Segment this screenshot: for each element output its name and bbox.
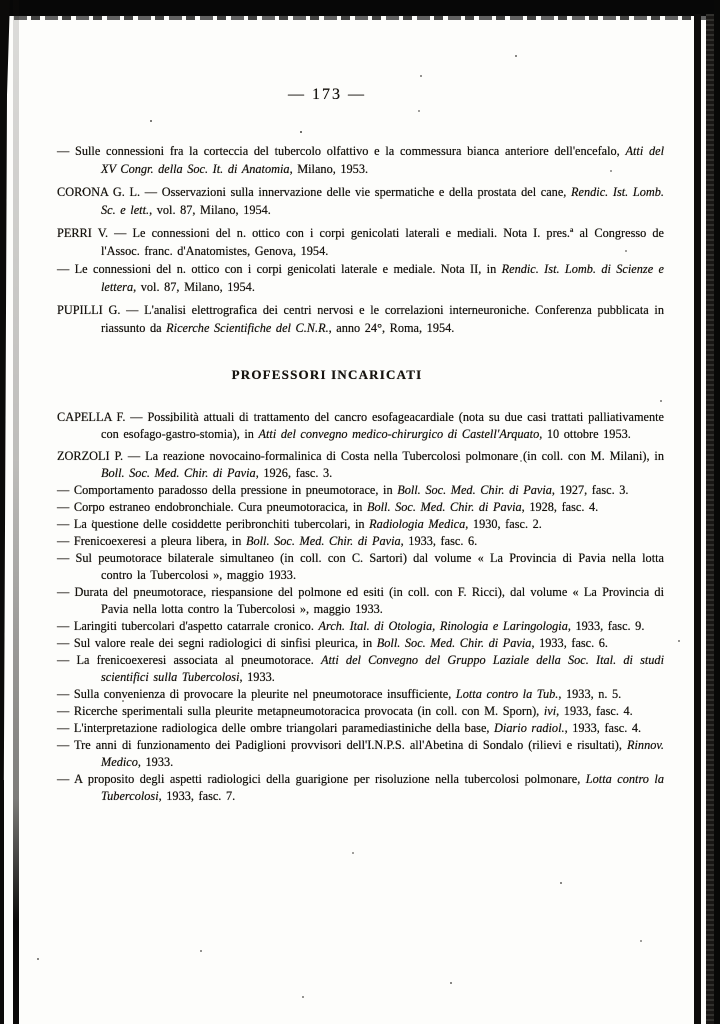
entry-text: , 1933, fasc. 9. bbox=[567, 619, 645, 633]
entry-source-title: Boll. Soc. Med. Chir. di Pavia bbox=[397, 483, 552, 497]
entry-text: — Laringiti tubercolari d'aspetto catarrale cronico. bbox=[57, 619, 319, 633]
bibliography-entry bbox=[57, 720, 664, 737]
entry-text: , 1933, fasc. 4. bbox=[556, 704, 633, 718]
entry-source-title: Radiologia Medica bbox=[369, 517, 466, 531]
entry-text: — Le connessioni del n. ottico con i corpi genicolati laterale e mediale. Nota II, in bbox=[57, 262, 502, 276]
entry-text: — Comportamento paradosso della pressione in pneumotorace, in bbox=[57, 483, 398, 497]
entry-text: , 1933, fasc. 4. bbox=[564, 721, 642, 735]
entry-text: — L'interpretazione radiologica delle ombre triangolari paramediastiniche della base, bbox=[57, 721, 495, 735]
bibliography-entries bbox=[57, 142, 664, 337]
bibliography-entry bbox=[57, 260, 664, 296]
scan-edge-right-stripe-2 bbox=[706, 14, 714, 1024]
scan-edge-left-second bbox=[13, 0, 19, 1024]
entry-text: , 1933, fasc. 7. bbox=[158, 789, 236, 803]
bibliography-entry bbox=[57, 409, 664, 443]
entry-text: — Sul peumotorace bilaterale simultaneo (in coll. con C. Sartori) dal volume « La Provincia di Pavia nella lotta contro la Tubercolosi », maggio 1933. bbox=[57, 551, 664, 582]
bibliography-entry bbox=[57, 686, 664, 703]
bibliography-entry bbox=[57, 142, 664, 178]
entry-source-title: Diario radiol. bbox=[494, 721, 565, 735]
entry-text: — Sulla convenienza di provocare la pleurite nel pneumotorace insufficiente, bbox=[57, 687, 456, 701]
bibliography-entry bbox=[57, 584, 664, 618]
entry-source-title: Atti del convegno medico-chirurgico di Castell'Arquato bbox=[258, 427, 540, 441]
bibliography-entry bbox=[57, 737, 664, 771]
entry-source-title: Rinnov. Medico bbox=[101, 738, 664, 769]
entry-source-title: Boll. Soc. Med. Chir. di Pavia bbox=[366, 500, 522, 514]
bibliography-entry bbox=[57, 771, 664, 805]
entry-text: , 1933, fasc. 6. bbox=[400, 534, 478, 548]
bibliography-entry bbox=[57, 224, 664, 260]
bibliography-entry bbox=[57, 618, 664, 635]
entry-text: , 1933, fasc. 6. bbox=[531, 636, 609, 650]
scan-edge-right-stripe-1 bbox=[694, 14, 701, 1024]
bibliography-entry bbox=[57, 550, 664, 584]
entry-text: — Ricerche sperimentali sulla pleurite metapneumotoracica provocata (in coll. con M. Sporn), bbox=[57, 704, 544, 718]
bibliography-entries bbox=[57, 409, 664, 805]
section-heading: PROFESSORI INCARICATI bbox=[231, 367, 423, 382]
entry-source-title: Boll. Soc. Med. Chir. di Pavia bbox=[101, 466, 256, 480]
bibliography-entry bbox=[57, 533, 664, 550]
bibliography-entry bbox=[57, 448, 664, 482]
scan-edge-top-ragged bbox=[0, 15, 720, 20]
entry-source-title: Arch. Ital. di Otologia, Rinologia e Laringologia bbox=[318, 619, 568, 633]
bibliography-entry bbox=[57, 301, 664, 337]
entry-source-title: Atti del XV Congr. della Soc. It. di Anatomia bbox=[101, 144, 664, 176]
bibliography-section-continued bbox=[57, 142, 664, 337]
entry-text: — Corpo estraneo endobronchiale. Cura pneumotoracica, in bbox=[57, 500, 367, 514]
scan-edge-top bbox=[0, 0, 720, 16]
entry-source-title: Atti del Convegno del Gruppo Laziale della Soc. Ital. di studi scientifici sulla Tubercolosi bbox=[101, 653, 664, 684]
bibliography-entry bbox=[57, 482, 664, 499]
entry-text: — Frenicoexeresi a pleura libera, in bbox=[57, 534, 246, 548]
entry-text: — La frenicoexeresi associata al pneumotorace. bbox=[57, 653, 321, 667]
entry-text: , 1933. bbox=[137, 755, 174, 769]
entry-text: , 10 ottobre 1953. bbox=[539, 427, 631, 441]
entry-source-title: Lotta contro la Tubercolosi bbox=[101, 772, 664, 803]
entry-text: — A proposito degli aspetti radiologici della guarigione per risoluzione nella tubercolosi polmonare, bbox=[57, 772, 586, 786]
entry-text: , 1933. bbox=[239, 670, 275, 684]
scan-edge-left bbox=[0, 0, 10, 790]
entry-text: , vol. 87, Milano, 1954. bbox=[133, 280, 255, 294]
bibliography-entry bbox=[57, 516, 664, 533]
entry-text: , 1930, fasc. 2. bbox=[465, 517, 542, 531]
entry-text: , 1928, fasc. 4. bbox=[521, 500, 599, 514]
bibliography-section-professori-incaricati bbox=[57, 367, 664, 805]
bibliography-entry bbox=[57, 703, 664, 720]
entry-source-title: Lotta contro la Tub. bbox=[455, 687, 559, 701]
scan-edge-right-stripe-3 bbox=[714, 0, 720, 1024]
scan-noise-specks bbox=[0, 0, 2, 2]
entry-source-title: Boll. Soc. Med. Chir. di Pavia bbox=[245, 534, 401, 548]
entry-source-title: ivi bbox=[543, 704, 557, 718]
entry-text: — Tre anni di funzionamento dei Padiglioni provvisori dell'I.N.P.S. all'Abetina di Sondalo (rilievi e risultati), bbox=[57, 738, 627, 752]
entry-text: — Durata del pneumotorace, riespansione del polmone ed esiti (in coll. con F. Ricci), dal volume « La Provincia di Pavia nella lotta contro la Tubercolosi », maggio 1933. bbox=[57, 585, 664, 616]
entry-source-title: Rendic. Ist. Lomb. Sc. e lett. bbox=[101, 185, 664, 217]
bibliography-entry bbox=[57, 635, 664, 652]
entry-text: , 1933, n. 5. bbox=[558, 687, 622, 701]
entry-source-title: Boll. Soc. Med. Chir. di Pavia bbox=[376, 636, 532, 650]
scan-edge-left-lower bbox=[0, 780, 4, 1024]
entry-text: PUPILLI G. — L'analisi elettrografica dei centri nervosi e le correlazioni interneuroniche. Conferenza pubblicata in riassunto da bbox=[57, 303, 664, 335]
entry-text: — La questione delle cosiddette peribronchiti tubercolari, in bbox=[57, 517, 370, 531]
entry-source-title: Rendic. Ist. Lomb. di Scienze e lettera bbox=[101, 262, 664, 294]
entry-text: , Milano, 1953. bbox=[289, 162, 369, 176]
bibliography-entry bbox=[57, 499, 664, 516]
entry-text: , anno 24°, Roma, 1954. bbox=[328, 321, 455, 335]
entry-source-title: Ricerche Scientifiche del C.N.R. bbox=[166, 321, 329, 335]
entry-text: — Sul valore reale dei segni radiologici di sinfisi pleurica, in bbox=[57, 636, 377, 650]
entry-text: — Sulle connessioni fra la corteccia del tubercolo olfattivo e la commessura bianca anteriore dell'encefalo, bbox=[57, 144, 626, 158]
bibliography-content bbox=[57, 142, 664, 805]
entry-text: , 1927, fasc. 3. bbox=[551, 483, 629, 497]
entry-text: PERRI V. — Le connessioni del n. ottico con i corpi genicolati laterali e mediali. Nota I. pres.ª al Congresso de l'Assoc. franc. d'Anatomistes, Genova, 1954. bbox=[57, 226, 664, 258]
entry-text: CORONA G. L. — Osservazioni sulla innervazione delle vie spermatiche e della prostata del cane, bbox=[57, 185, 572, 199]
bibliography-entry bbox=[57, 183, 664, 219]
entry-text: , vol. 87, Milano, 1954. bbox=[149, 203, 271, 217]
entry-text: CAPELLA F. — Possibilità attuali di trattamento del cancro esofageacardiale (nota su due casi trattati palliativamente con esofago-gastro-stomia), in bbox=[57, 410, 664, 441]
entry-text: , 1926, fasc. 3. bbox=[255, 466, 333, 480]
bibliography-entry bbox=[57, 652, 664, 686]
page-number: — 173 — bbox=[288, 86, 366, 103]
entry-text: ZORZOLI P. — La reazione novocaino-formalinica di Costa nella Tubercolosi polmonare (in coll. con M. Milani), in bbox=[57, 449, 664, 463]
